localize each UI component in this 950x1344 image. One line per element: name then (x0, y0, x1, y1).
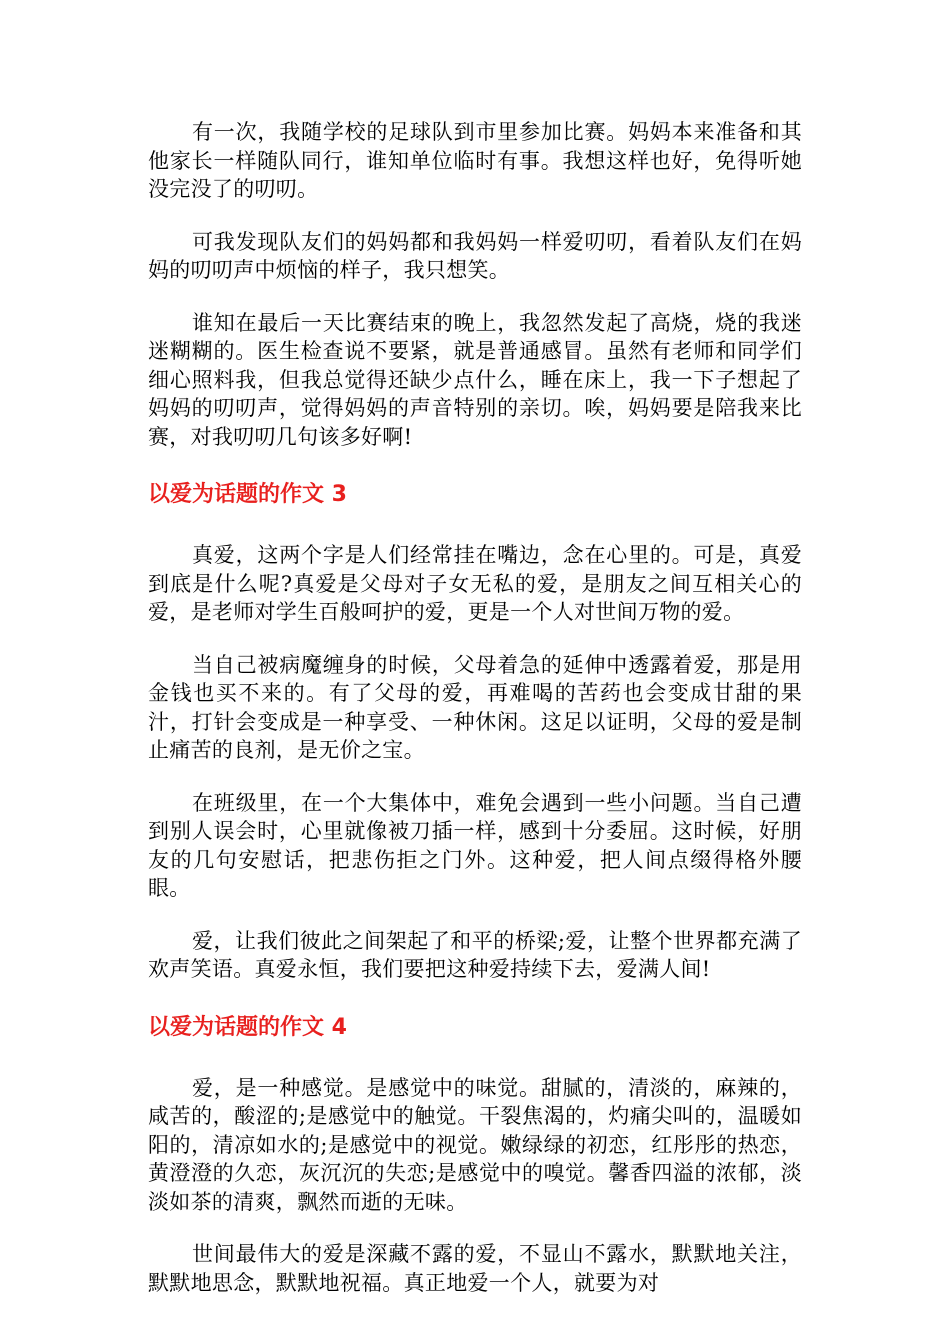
paragraph: 爱，让我们彼此之间架起了和平的桥梁;爱，让整个世界都充满了欢声笑语。真爱永恒，我们要把这种爱持续下去，爱满人间! (148, 928, 802, 981)
paragraph: 爱，是一种感觉。是感觉中的味觉。甜腻的，清淡的，麻辣的，咸苦的，酸涩的;是感觉中的触觉。干裂焦渴的，灼痛尖叫的，温暖如阳的，清凉如水的;是感觉中的视觉。嫩绿绿的初恋，红彤彤的热恋，黄澄澄的久恋，灰沉沉的失恋;是感觉中的嗅觉。馨香四溢的浓郁，淡淡如茶的清爽，飘然而逝的无味。 (148, 1075, 802, 1214)
section-heading-4: 以爱为话题的作文 4 (148, 1014, 347, 1040)
document-page (148, 118, 802, 1297)
paragraph: 在班级里，在一个大集体中，难免会遇到一些小问题。当自己遭到别人误会时，心里就像被刀插一样，感到十分委屈。这时候，好朋友的几句安慰话，把悲伤拒之门外。这种爱，把人间点缀得格外腰眼。 (148, 790, 802, 900)
paragraph: 真爱，这两个字是人们经常挂在嘴边，念在心里的。可是，真爱到底是什么呢?真爱是父母对子女无私的爱，是朋友之间互相关心的爱，是老师对学生百般呵护的爱，更是一个人对世间万物的爱。 (148, 543, 802, 624)
paragraph: 可我发现队友们的妈妈都和我妈妈一样爱叨叨，看着队友们在妈妈的叨叨声中烦恼的样子，我只想笑。 (148, 229, 802, 282)
paragraph: 当自己被病魔缠身的时候，父母着急的延伸中透露着爱，那是用金钱也买不来的。有了父母的爱，再难喝的苦药也会变成甘甜的果汁，打针会变成是一种享受、一种休闲。这足以证明，父母的爱是制止痛苦的良剂，是无价之宝。 (148, 652, 802, 762)
paragraph: 谁知在最后一天比赛结束的晚上，我忽然发起了高烧，烧的我迷迷糊糊的。医生检查说不要紧，就是普通感冒。虽然有老师和同学们细心照料我，但我总觉得还缺少点什么，睡在床上，我一下子想起了妈妈的叨叨声，觉得妈妈的声音特别的亲切。唉，妈妈要是陪我来比赛，对我叨叨几句该多好啊! (148, 310, 802, 449)
section-heading-3: 以爱为话题的作文 3 (148, 482, 347, 507)
paragraph: 世间最伟大的爱是深藏不露的爱，不显山不露水，默默地关注，默默地思念，默默地祝福。真正地爱一个人，就要为对 (148, 1242, 802, 1295)
paragraph: 有一次，我随学校的足球队到市里参加比赛。妈妈本来准备和其他家长一样随队同行，谁知单位临时有事。我想这样也好，免得听她没完没了的叨叨。 (148, 120, 802, 201)
